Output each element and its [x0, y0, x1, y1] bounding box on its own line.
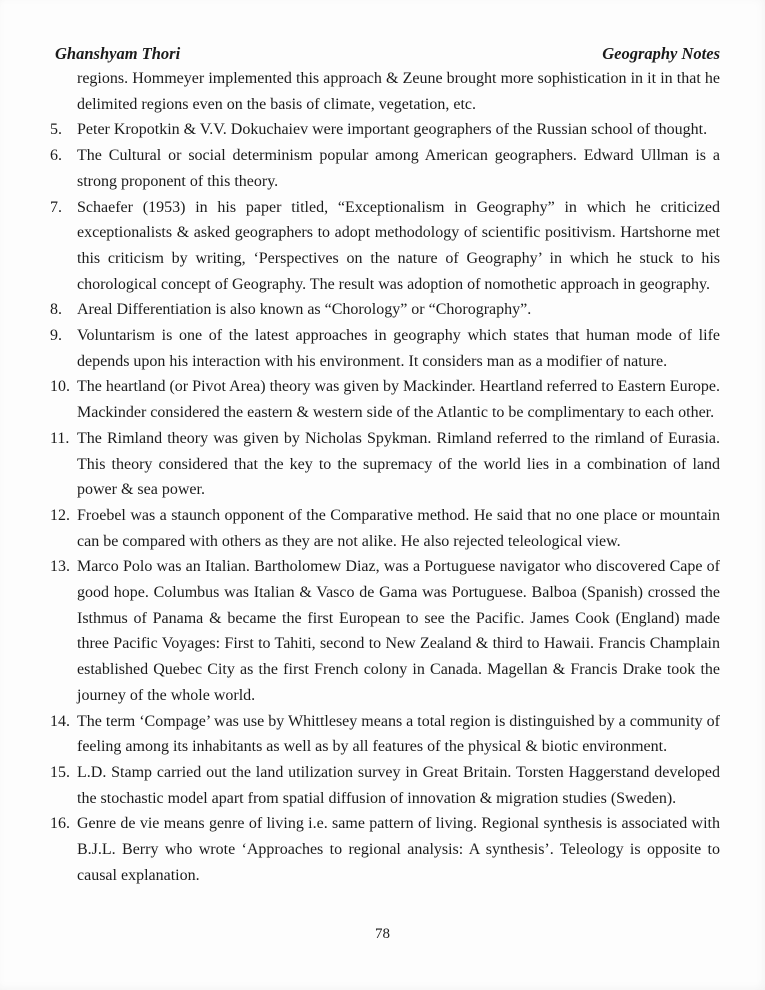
author-name: Ghanshyam Thori [55, 44, 181, 63]
note-text: The Cultural or social determinism popular among American geographers. Edward Ullman is a strong proponent of this theory. [77, 147, 720, 190]
document-title: Geography Notes [602, 44, 720, 63]
note-item [50, 426, 720, 503]
note-item [50, 709, 720, 760]
note-item [50, 554, 720, 708]
note-item [50, 374, 720, 425]
note-item [50, 143, 720, 194]
page-header [55, 44, 720, 64]
note-number: 6. [50, 147, 62, 165]
notes-list [50, 117, 720, 888]
note-item [50, 117, 720, 143]
note-text: Marco Polo was an Italian. Bartholomew Diaz, was a Portuguese navigator who discovered Cape of good hope. Columbus was Italian & Vasco de Gama was Portuguese. Balboa (Spanish) crossed the Isthmus of Panama & became the first European to see the Pacific. James Cook (England) made three Pacific Voyages: First to Tahiti, second to New Zealand & third to Hawaii. Francis Champlain established Quebec City as the first French colony in Canada. Magellan & Francis Drake took the journey of the whole world. [77, 558, 720, 704]
note-text: L.D. Stamp carried out the land utilization survey in Great Britain. Torsten Haggerstand developed the stochastic model apart from spatial diffusion of innovation & migration studies (Sweden). [77, 763, 720, 807]
note-item [50, 323, 720, 374]
note-number: 11. [50, 429, 70, 447]
note-number: 8. [50, 301, 62, 319]
note-text: Genre de vie means genre of living i.e. same pattern of living. Regional synthesis is associated with B.J.L. Berry who wrote ‘Approaches to regional analysis: A synthesis’. Teleology is opposite to causal explanation. [77, 815, 720, 884]
note-number: 16. [50, 815, 70, 833]
note-number: 15. [50, 763, 70, 781]
note-item [50, 503, 720, 554]
note-item [50, 760, 720, 811]
intro-continuation-paragraph: regions. Hommeyer implemented this approach & Zeune brought more sophistication in it in that he delimited regions even on the basis of climate, vegetation, etc. [77, 70, 720, 113]
note-text: Froebel was a staunch opponent of the Comparative method. He said that no one place or mountain can be compared with others as they are not alike. He also rejected teleological view. [77, 506, 720, 550]
note-item [50, 195, 720, 298]
note-text: Voluntarism is one of the latest approaches in geography which states that human mode of life depends upon his interaction with his environment. It considers man as a modifier of nature. [77, 327, 720, 370]
note-number: 14. [50, 712, 70, 730]
note-text: The Rimland theory was given by Nicholas Spykman. Rimland referred to the rimland of Eurasia. This theory considered that the key to the supremacy of the world lies in a combination of land power & sea power. [77, 429, 720, 499]
page-number: 78 [375, 926, 390, 942]
note-text: The heartland (or Pivot Area) theory was given by Mackinder. Heartland referred to Eastern Europe. Mackinder considered the eastern & western side of the Atlantic to be complimentary to each other. [77, 378, 720, 422]
note-item [50, 297, 720, 323]
note-number: 9. [50, 327, 62, 345]
note-number: 5. [50, 121, 62, 139]
note-number: 13. [50, 558, 70, 576]
page-content [50, 66, 720, 889]
note-text: Areal Differentiation is also known as “Chorology” or “Chorography”. [77, 301, 532, 319]
note-item [50, 811, 720, 888]
note-text: The term ‘Compage’ was use by Whittlesey means a total region is distinguished by a community of feeling among its inhabitants as well as by all features of the physical & biotic environment. [77, 712, 720, 756]
note-number: 7. [50, 198, 62, 216]
note-number: 10. [50, 378, 70, 396]
note-text: Schaefer (1953) in his paper titled, “Exceptionalism in Geography” in which he criticized exceptionalists & asked geographers to adopt methodology of scientific positivism. Hartshorne met this criticism by writing, ‘Perspectives on the nature of Geography’ in which he stuck to his chorological concept of Geography. The result was adoption of nomothetic approach in geography. [77, 198, 720, 293]
note-number: 12. [50, 506, 70, 524]
note-text: Peter Kropotkin & V.V. Dokuchaiev were important geographers of the Russian school of thought. [77, 121, 708, 139]
